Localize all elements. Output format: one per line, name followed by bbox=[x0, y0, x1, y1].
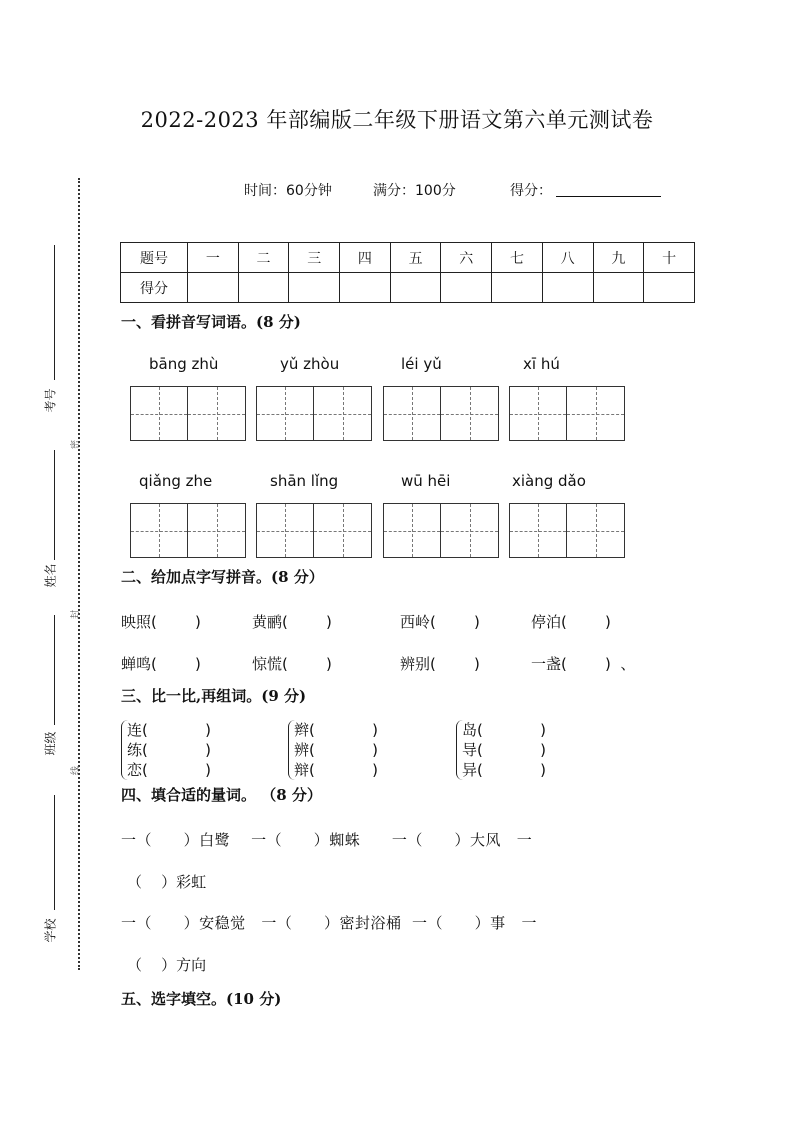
question-item[interactable]: 惊慌( ) bbox=[252, 655, 332, 673]
question-line[interactable]: 一（ ）安稳觉 一（ ）密封浴桶 一（ ）事 一 bbox=[121, 914, 537, 932]
exam-no-line[interactable] bbox=[54, 245, 55, 380]
tian-grid[interactable] bbox=[509, 386, 625, 441]
brace-icon bbox=[456, 720, 463, 780]
seal-mark: 封 bbox=[71, 609, 82, 620]
brace-icon bbox=[288, 720, 295, 780]
score-cell[interactable] bbox=[492, 273, 543, 303]
score-cell[interactable] bbox=[390, 273, 441, 303]
question-item[interactable]: 停泊( ) bbox=[531, 613, 611, 631]
pinyin-label: wū hēi bbox=[401, 472, 451, 490]
tian-grid[interactable] bbox=[383, 503, 499, 558]
compare-item[interactable]: 练( ) bbox=[127, 741, 211, 759]
seal-mark: 密 bbox=[71, 439, 82, 450]
page-title: 2022-2023 年部编版二年级下册语文第六单元测试卷 bbox=[140, 108, 654, 132]
pinyin-label: shān lǐng bbox=[270, 472, 339, 490]
question-item[interactable]: 黄鹂( ) bbox=[252, 613, 332, 631]
tian-grid[interactable] bbox=[130, 386, 246, 441]
tian-grid[interactable] bbox=[130, 503, 246, 558]
compare-item[interactable]: 导( ) bbox=[462, 741, 546, 759]
table-cell: 六 bbox=[441, 243, 492, 273]
table-cell: 十 bbox=[644, 243, 695, 273]
compare-item[interactable]: 辫( ) bbox=[294, 721, 378, 739]
table-cell: 得分 bbox=[121, 273, 188, 303]
brace-icon bbox=[121, 720, 128, 780]
tian-grid[interactable] bbox=[509, 503, 625, 558]
table-cell: 二 bbox=[238, 243, 289, 273]
pinyin-label: yǔ zhòu bbox=[280, 355, 340, 373]
table-cell: 七 bbox=[492, 243, 543, 273]
score-cell[interactable] bbox=[340, 273, 391, 303]
school-line[interactable] bbox=[54, 795, 55, 910]
question-item[interactable]: 西岭( ) bbox=[400, 613, 480, 631]
compare-item[interactable]: 连( ) bbox=[127, 721, 211, 739]
score-table bbox=[120, 242, 695, 303]
school-label: 学校 bbox=[43, 918, 58, 943]
compare-group bbox=[294, 720, 378, 780]
compare-group bbox=[127, 720, 211, 780]
compare-group bbox=[462, 720, 546, 780]
exam-no-label: 考号 bbox=[43, 388, 58, 413]
compare-item[interactable]: 辩( ) bbox=[294, 761, 378, 779]
section-1-title: 一、看拼音写词语。(8 分) bbox=[121, 313, 301, 331]
exam-time: 时间：60分钟 bbox=[244, 183, 332, 199]
table-cell: 五 bbox=[390, 243, 441, 273]
table-row bbox=[121, 273, 695, 303]
section-2-title: 二、给加点字写拼音。(8 分） bbox=[121, 568, 324, 586]
tian-grid[interactable] bbox=[256, 386, 372, 441]
pinyin-label: bāng zhù bbox=[149, 355, 219, 373]
binding-dotted-line bbox=[78, 178, 80, 970]
section-4-title: 四、填合适的量词。 （8 分） bbox=[121, 786, 322, 804]
table-cell: 一 bbox=[188, 243, 239, 273]
table-cell: 九 bbox=[593, 243, 644, 273]
score-cell[interactable] bbox=[542, 273, 593, 303]
question-item[interactable]: 蝉鸣( ) bbox=[121, 655, 201, 673]
tian-grid[interactable] bbox=[256, 503, 372, 558]
question-item[interactable]: 一盏( ) 、 bbox=[531, 655, 636, 673]
compare-item[interactable]: 恋( ) bbox=[127, 761, 211, 779]
question-item[interactable]: 映照( ) bbox=[121, 613, 201, 631]
pinyin-label: xiàng dǎo bbox=[512, 472, 586, 490]
table-cell: 八 bbox=[542, 243, 593, 273]
name-line[interactable] bbox=[54, 450, 55, 560]
name-label: 姓名 bbox=[43, 563, 58, 588]
section-3-title: 三、比一比,再组词。(9 分) bbox=[121, 687, 307, 705]
pinyin-label: léi yǔ bbox=[401, 355, 442, 373]
pinyin-label: qiǎng zhe bbox=[139, 472, 213, 490]
full-score: 满分：100分 bbox=[373, 183, 456, 199]
table-row bbox=[121, 243, 695, 273]
table-cell: 题号 bbox=[121, 243, 188, 273]
score-cell[interactable] bbox=[289, 273, 340, 303]
section-5-title: 五、选字填空。(10 分) bbox=[121, 990, 282, 1008]
class-label: 班级 bbox=[43, 731, 58, 756]
tian-grid[interactable] bbox=[383, 386, 499, 441]
score-cell[interactable] bbox=[238, 273, 289, 303]
score-cell[interactable] bbox=[188, 273, 239, 303]
table-cell: 三 bbox=[289, 243, 340, 273]
question-line[interactable]: （ ）方向 bbox=[127, 956, 207, 974]
score-cell[interactable] bbox=[593, 273, 644, 303]
compare-item[interactable]: 异( ) bbox=[462, 761, 546, 779]
score-cell[interactable] bbox=[644, 273, 695, 303]
score-blank-line[interactable] bbox=[556, 196, 661, 197]
pinyin-label: xī hú bbox=[523, 355, 560, 373]
score-cell[interactable] bbox=[441, 273, 492, 303]
table-cell: 四 bbox=[340, 243, 391, 273]
compare-item[interactable]: 岛( ) bbox=[462, 721, 546, 739]
question-line[interactable]: （ ）彩虹 bbox=[127, 873, 207, 891]
question-line[interactable]: 一（ ）白鹭 一（ ）蜘蛛 一（ ）大风 一 bbox=[121, 831, 533, 849]
score-label: 得分： bbox=[510, 183, 552, 199]
question-item[interactable]: 辨别( ) bbox=[400, 655, 480, 673]
compare-item[interactable]: 辨( ) bbox=[294, 741, 378, 759]
seal-mark: 线 bbox=[71, 765, 82, 776]
class-line[interactable] bbox=[54, 615, 55, 725]
